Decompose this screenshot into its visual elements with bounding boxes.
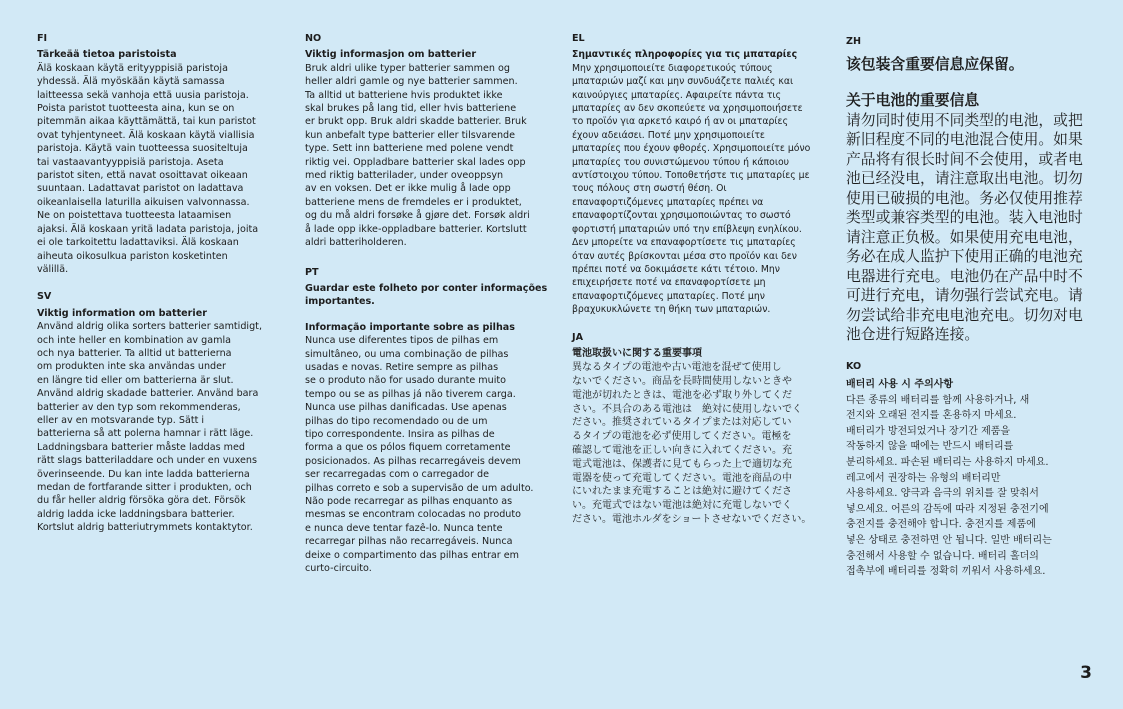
section-el	[572, 32, 834, 317]
language-code-zh: ZH	[846, 36, 861, 47]
section-body-sv: Använd aldrig olika sorters batterier samtidigt, och inte heller en kombination av gamla och nya batterier. Ta alltid ut batterierna om produkten inte ska användas under en längre tid eller om batterierna är slut. Använd aldrig skadade batterier. Använd bara batterier av den typ som rekommenderas, eller av en motsvarande typ. Sätt i batterierna så att polerna hamnar i rätt läge. Laddningsbara batterier måste laddas med rätt slags batteriladdare och under en vuxens överinseende. Du kan inte ladda batterierna medan de fortfarande sitter i produkten, och du får heller aldrig försöka göra det. Försök aldrig ladda icke laddningsbara batterier. Kortslut aldrig batteriutrymmets kontaktytor.	[37, 321, 262, 534]
section-title-el: Σημαντικές πληροφορίες για τις μπαταρίες	[572, 49, 798, 61]
section-body-ja: 異なるタイプの電池や古い電池を混ぜて使用し ないでください。商品を長時間使用しないときや 電池が切れたときは、電池を必ず取り外してくだ さい。不具合のある電池は 絶対に使用しないでく ださい。推奨されているタイプまたは対応してい るタイプの電池を必ず使用してください。電極を 確認して電池を正しい向きに入れてください。充 電式電池は、保護者に見てもらった上で適切な充 電器を使って充電してください。電池を商品の中 にいれたまま充電することは絶対に避けてくださ い。充電式ではない電池は絶対に充電しないでく ださい。電池ホルダをショートさせないでください。	[572, 362, 812, 525]
column-2	[305, 32, 567, 589]
section-subtitle-pt: Informação importante sobre as pilhas	[305, 321, 515, 333]
section-body-fi: Älä koskaan käytä erityyppisiä paristoja yhdessä. Älä myöskään käytä samassa laitteessa sekä vanhoja että uusia paristoja. Poista paristot tuotteesta aina, kun se on pitemmän aikaa käyttämättä, tai kun paristot ovat tyhjentyneet. Älä koskaan käytä viallisia paristoja. Käytä vain tuotteessa suositeltuja tai vastaavantyyppisiä paristoja. Aseta paristot siten, että navat osoittavat oikeaan suuntaan. Ladattavat paristot on ladattava oikeanlaisella laturilla aikuisen valvonnassa. Ne on poistettava tuotteesta lataamisen ajaksi. Älä koskaan yritä ladata paristoja, joita ei ole tarkoitettu ladattaviksi. Älä koskaan aiheuta oikosulkua pariston kosketinten välillä.	[37, 62, 259, 275]
section-sv	[37, 290, 299, 534]
section-title-ja: 電池取扱いに関する重要事項	[572, 348, 702, 360]
language-code-el: EL	[572, 33, 585, 44]
language-code-ja: JA	[572, 331, 583, 343]
section-intro-zh: 该包装含重要信息应保留。	[846, 55, 1024, 73]
language-code-fi: FI	[37, 33, 48, 44]
section-body-pt: Nunca use diferentes tipos de pilhas em simultâneo, ou uma combinação de pilhas usadas e novas. Retire sempre as pilhas se o produto não for usado durante muito tempo ou se as pilhas já não tiverem carga. Nunca use pilhas danificadas. Use apenas pilhas do tipo recomendado ou de um tipo correspondente. Insira as pilhas de forma a que os pólos fiquem corretamente posicionados. As pilhas recarregáveis devem ser recarregadas com o carregador de pilhas correto e sob a supervisão de um adulto. Não pode recarregar as pilhas enquanto as mesmas se encontram colocadas no produto e nunca deve tentar fazê-lo. Nunca tente recarregar pilhas não recarregáveis. Nunca deixe o compartimento das pilhas entrar em curto-circuito.	[305, 335, 534, 575]
section-body-el: Μην χρησιμοποιείτε διαφορετικούς τύπους μπαταριών μαζί και μην συνδυάζετε παλιές και καινούργιες μπαταρίες. Αφαιρείτε πάντα τις μπαταρίες αν δεν σκοπεύετε να χρησιμοποιήσετε το προϊόν για αρκετό καιρό ή αν οι μπαταρίες έχουν αδειάσει. Ποτέ μην χρησιμοποιείτε μπαταρίες που έχουν φθορές. Χρησιμοποιείτε μόνο μπαταρίες του συνιστώμενου τύπου ή κάποιου αντίστοιχου τύπου. Τοποθετήστε τις μπαταρίες με τους πόλους στη σωστή θέση. Οι επαναφορτιζόμενες μπαταρίες πρέπει να επαναφορτίζονται χρησιμοποιώντας το σωστό φορτιστή μπαταριών υπό την επίβλεψη ενηλίκου. Δεν μπορείτε να επαναφορτίσετε τις μπαταρίες όταν αυτές βρίσκονται μέσα στο προϊόν και δεν πρέπει ποτέ να δοκιμάσετε κάτι τέτοιο. Μην επιχειρήσετε ποτέ να επαναφορτίσετε μη επαναφορτιζόμενες μπαταρίες. Ποτέ μην βραχυκυκλώνετε τη θήκη των μπαταριών.	[572, 62, 811, 316]
section-title-zh: 关于电池的重要信息	[846, 92, 980, 109]
language-code-ko: KO	[846, 360, 862, 372]
section-body-ko: 다른 종류의 배터리를 함께 사용하거나, 새 전지와 오래된 전지를 혼용하지 마세요. 배터리가 방전되었거나 장기간 제품을 작동하지 않을 때에는 반드시 배터리를 분리하세요. 파손된 배터리는 사용하지 마세요. 레고에서 권장하는 유형의 배터리만 사용하세요. 양극과 음극의 위치를 잘 맞춰서 넣으세요. 어른의 감독에 따라 지정된 충전기에 충전지를 충전해야 합니다. 충전지를 제품에 넣은 상태로 충전하면 안 됩니다. 일반 배터리는 충전해서 사용할 수 없습니다. 배터리 홀더의 접촉부에 배터리를 정확히 끼워서 사용하세요.	[846, 394, 1052, 578]
section-zh	[846, 32, 1108, 345]
section-title-pt: Guardar este folheto por conter informações importantes.	[305, 282, 548, 308]
section-title-sv: Viktig information om batterier	[37, 307, 207, 319]
column-4	[846, 32, 1108, 594]
section-fi	[37, 32, 299, 276]
section-title-no: Viktig informasjon om batterier	[305, 49, 477, 61]
section-no	[305, 32, 567, 250]
section-pt	[305, 266, 567, 576]
section-ja	[572, 331, 834, 527]
page-number: 3	[1080, 663, 1092, 683]
language-code-sv: SV	[37, 291, 52, 303]
section-body-no: Bruk aldri ulike typer batterier sammen og heller aldri gamle og nye batterier sammen. Ta alltid ut batteriene hvis produktet ikke skal brukes på lang tid, eller hvis batteriene er brukt opp. Bruk aldri skadde batterier. Bruk kun anbefalt type batterier eller tilsvarende type. Sett inn batteriene med polene vendt riktig vei. Oppladbare batterier skal lades opp med riktig batterilader, under oveoppsyn av en voksen. Det er ikke mulig å lade opp batteriene mens de fremdeles er i produktet, og du må aldri forsøke å gjøre det. Forsøk aldri å lade opp ikke-oppladbare batterier. Kortslutt aldri batteriholderen.	[305, 62, 530, 249]
column-3	[572, 32, 834, 541]
section-title-ko: 배터리 사용 시 주의사항	[846, 379, 954, 391]
section-ko	[846, 359, 1108, 580]
language-code-pt: PT	[305, 266, 319, 278]
language-code-no: NO	[305, 33, 322, 44]
section-title-fi: Tärkeää tietoa paristoista	[37, 49, 177, 61]
section-body-zh: 请勿同时使用不同类型的电池，或把 新旧程度不同的电池混合使用。如果 产品将有很长时间不会使用，或者电 池已经没电，请注意取出电池。切勿 使用已破损的电池。务必仅使用推荐 类型或兼容类型的电池。装入电池时 请注意正负极。如果使用充电电池， 务必在成人监护下使用正确的电池充 电器进行充电。电池仍在产品中时不 可进行充电，请勿强行尝试充电。请 勿尝试给非充电电池充电。切勿对电 池仓进行短路连接。	[846, 111, 1083, 343]
column-1	[37, 32, 299, 549]
